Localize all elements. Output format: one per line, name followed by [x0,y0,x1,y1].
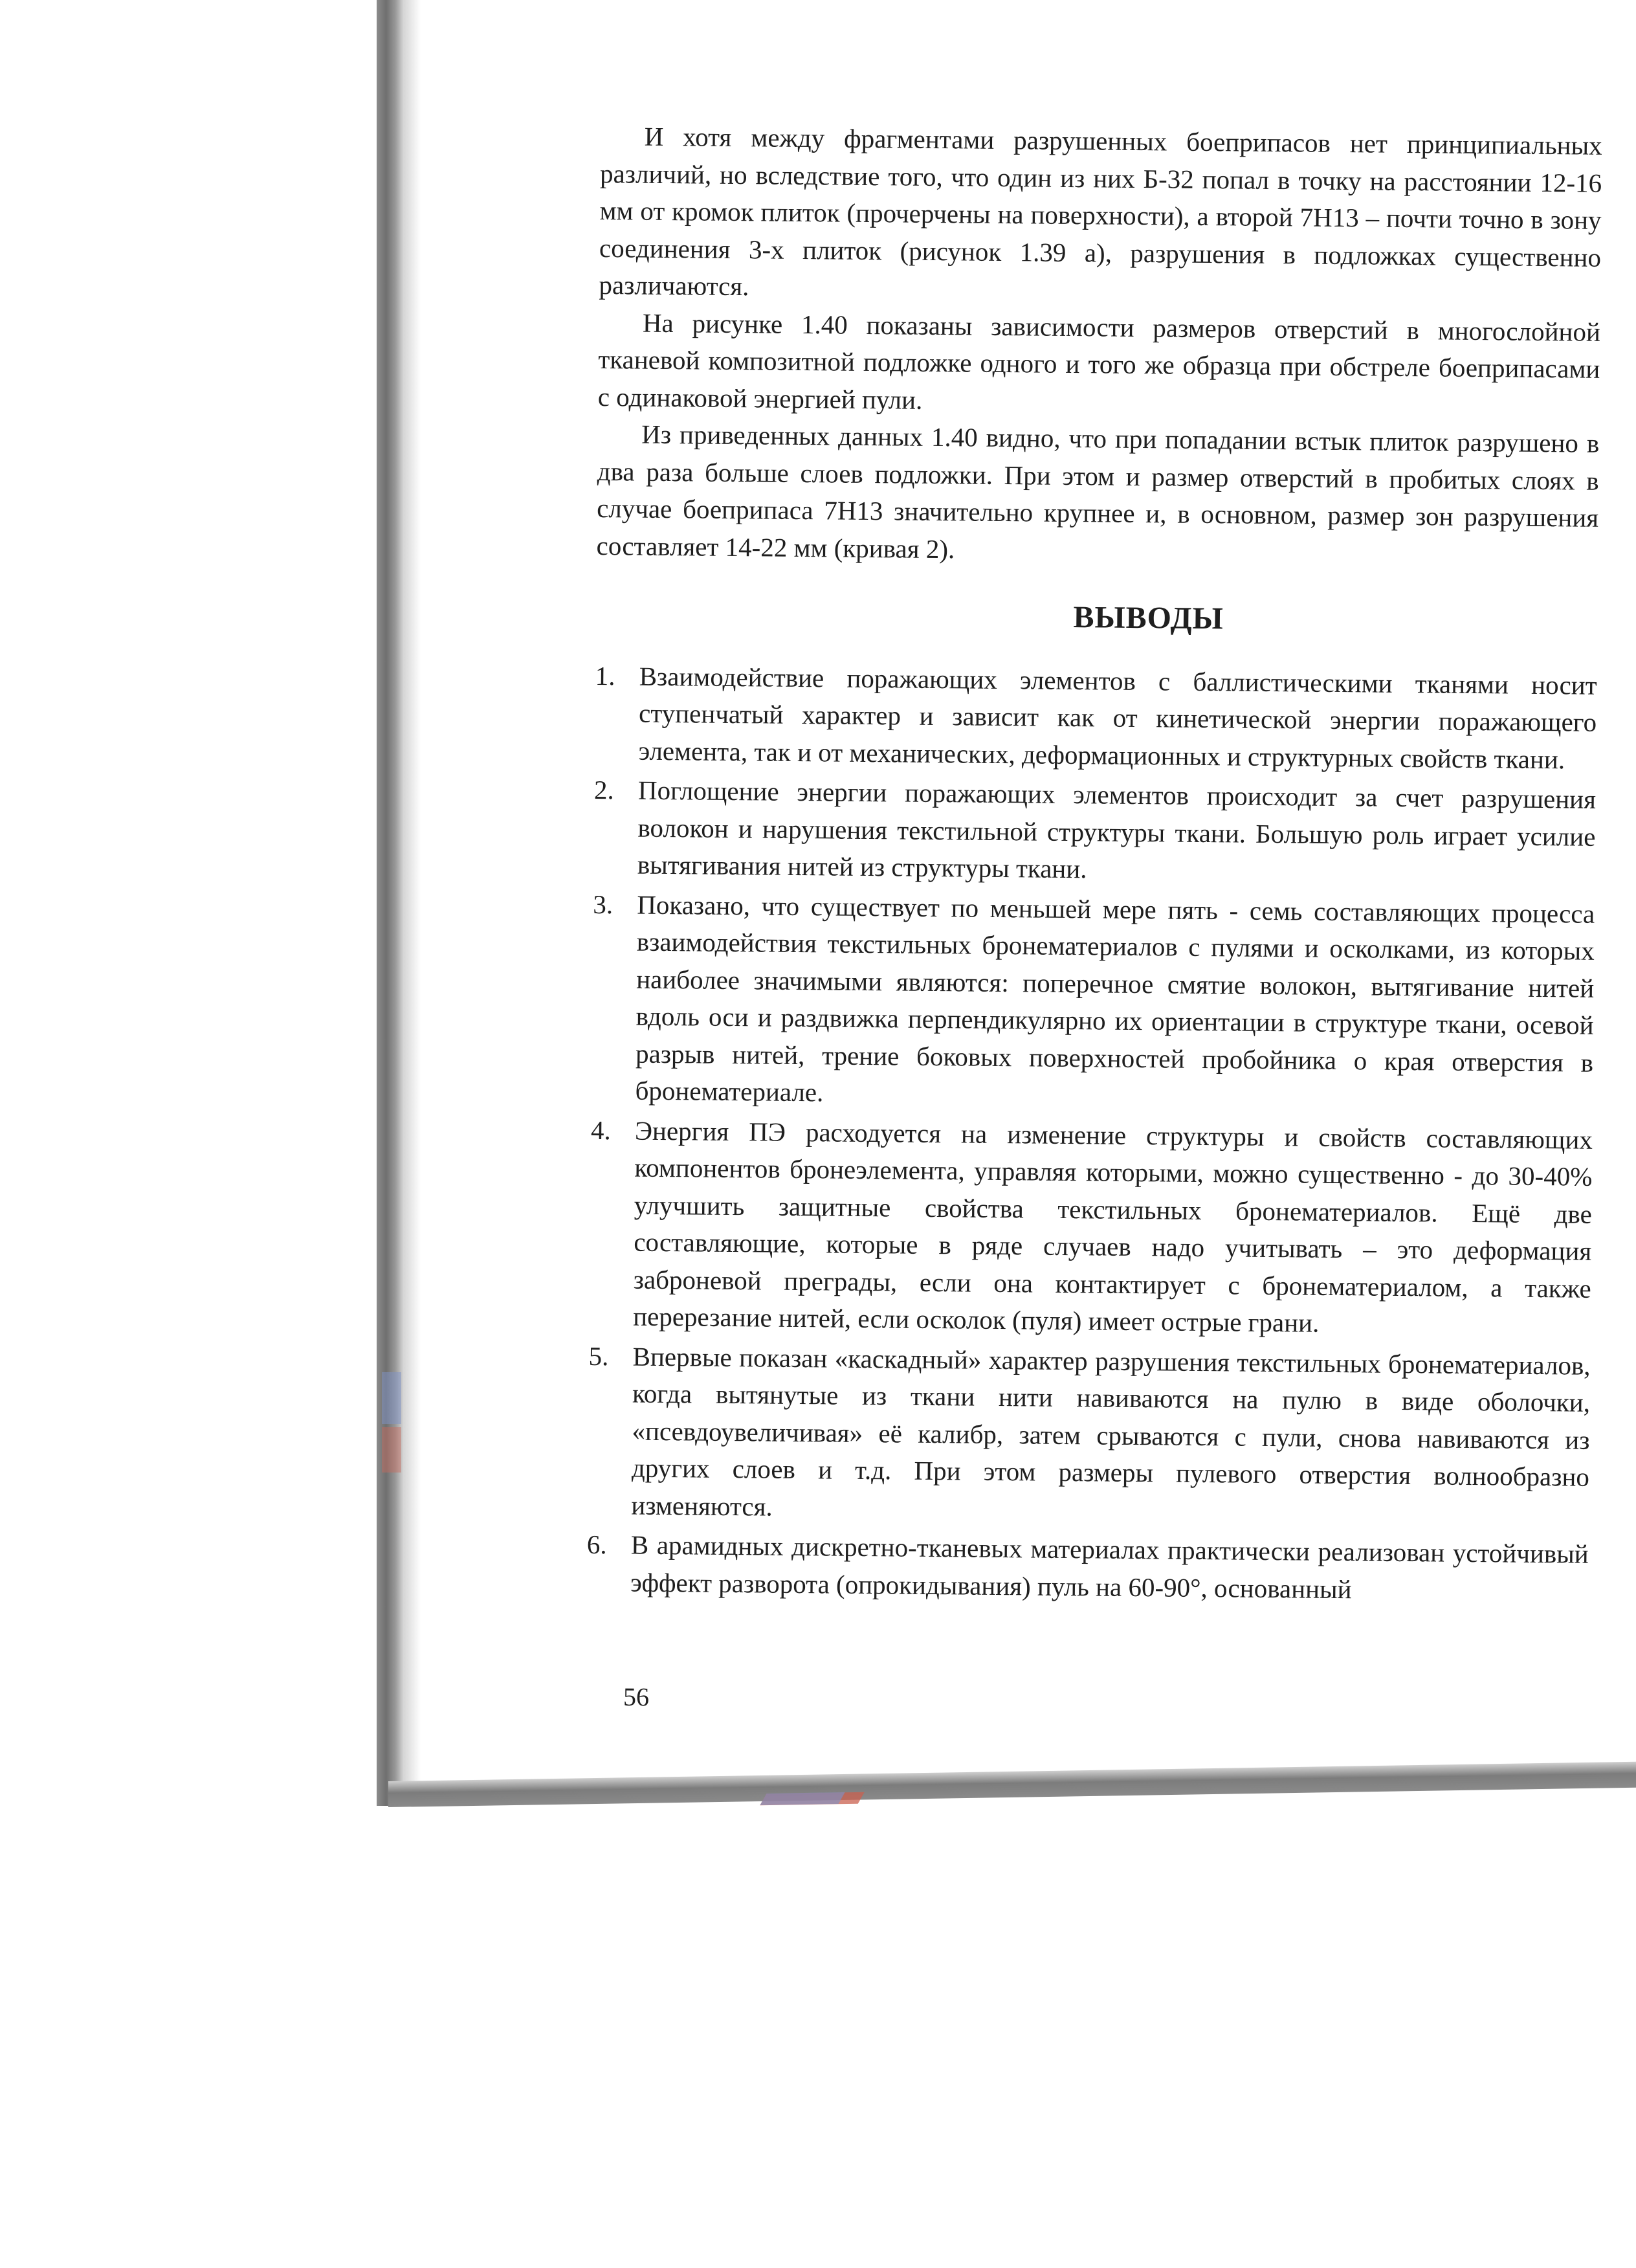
item-number: 6. [586,1529,607,1560]
item-number: 4. [590,1115,611,1145]
conclusion-item [591,885,1595,1118]
conclusion-item [594,657,1597,778]
cover-edge-blue [382,1372,401,1424]
binding-shadow-soft [404,0,421,1793]
conclusion-item [586,1526,1589,1610]
item-number: 1. [595,660,615,691]
item-number: 5. [588,1340,609,1371]
cover-edge-red [382,1427,401,1473]
cover-stripe-blue [760,1792,845,1805]
item-number: 3. [593,889,614,919]
section-heading: ВЫВОДЫ [1073,600,1224,636]
item-text: Энергия ПЭ расходуется на изменение структуры и свойств составляющих компонентов бронеэлемента, управляя которыми, можно существенно - до 30-40% улучшить защитные свойства текстильных бронематериалов. Ещё две составляющие, которые в ряде случаев надо учитывать – это деформация заброневой преграды, если она контактирует с бронематериалом, а также перерезание нитей, если осколок (пуля) имеет острые грани. [633,1115,1593,1338]
item-text: Взаимодействие поражающих элементов с баллистическими тканями носит ступенчатый характер и зависит как от кинетической энергии поражающего элемента, так и от механических, деформационных и структурных свойств ткани. [638,661,1597,774]
conclusion-item [589,1111,1593,1344]
page-bottom-edge [388,1762,1636,1807]
binding-shadow [377,0,404,1806]
conclusions-list [586,657,1597,1610]
paragraph-1: И хотя между фрагментами разрушенных боеприпасов нет принципиальных различий, но вследствие того, что один из них Б-32 попал в точку на расстоянии 12-16 мм от кромок плиток (прочерчены на поверхности), а второй 7Н13 – почти точно в зону соединения 3-х плиток (рисунок 1.39 а), разрушения в подложках существенно различаются. [599,121,1602,302]
item-number: 2. [593,774,615,805]
conclusion-item [593,772,1597,893]
item-text: Показано, что существует по меньшей мере пять - семь составляющих процесса взаимодействия текстильных бронематериалов с пулями и осколками, из которых наиболее значимыми являются: поперечное смятие волокон, вытягивание нитей вдоль оси и раздвижка перпендикулярно их ориентации в структуре ткани, осевой разрыв нитей, трение боковых поверхностей пробойника о края отверстия в бронематериале. [635,889,1595,1107]
page-body [586,118,1602,1613]
item-text: В арамидных дискретно-тканевых материалах практически реализован устойчивый эффект разворота (опрокидывания) пуль на 60-90°, основанный [630,1529,1589,1604]
item-text: Впервые показан «каскадный» характер разрушения текстильных бронематериалов, когда вытянутые из ткани нити навиваются на пулю в виде оболочки, «псевдоувеличивая» её калибр, затем срываются с пули, снова навиваются из других слоев и т.д. При этом размеры пулевого отверстия волнообразно изменяются. [631,1341,1591,1522]
paragraph-3: Из приведенных данных 1.40 видно, что при попадании встык плиток разрушено в два раза больше слоев подложки. При этом и размер отверстий в пробитых слоях в случае боеприпаса 7Н13 значительно крупнее и, в основном, размер зон разрушения составляет 14-22 мм (кривая 2). [596,419,1600,564]
item-text: Поглощение энергии поражающих элементов происходит за счет разрушения волокон и нарушения текстильной структуры ткани. Большую роль играет усилие вытягивания нитей из структуры ткани. [637,775,1597,884]
page-number: 56 [623,1682,650,1712]
paragraph-2: На рисунке 1.40 показаны зависимости размеров отверстий в многослойной тканевой композитной подложке одного и того же образца при обстреле боеприпасами с одинаковой энергией пули. [597,307,1601,415]
conclusion-item [587,1337,1591,1533]
